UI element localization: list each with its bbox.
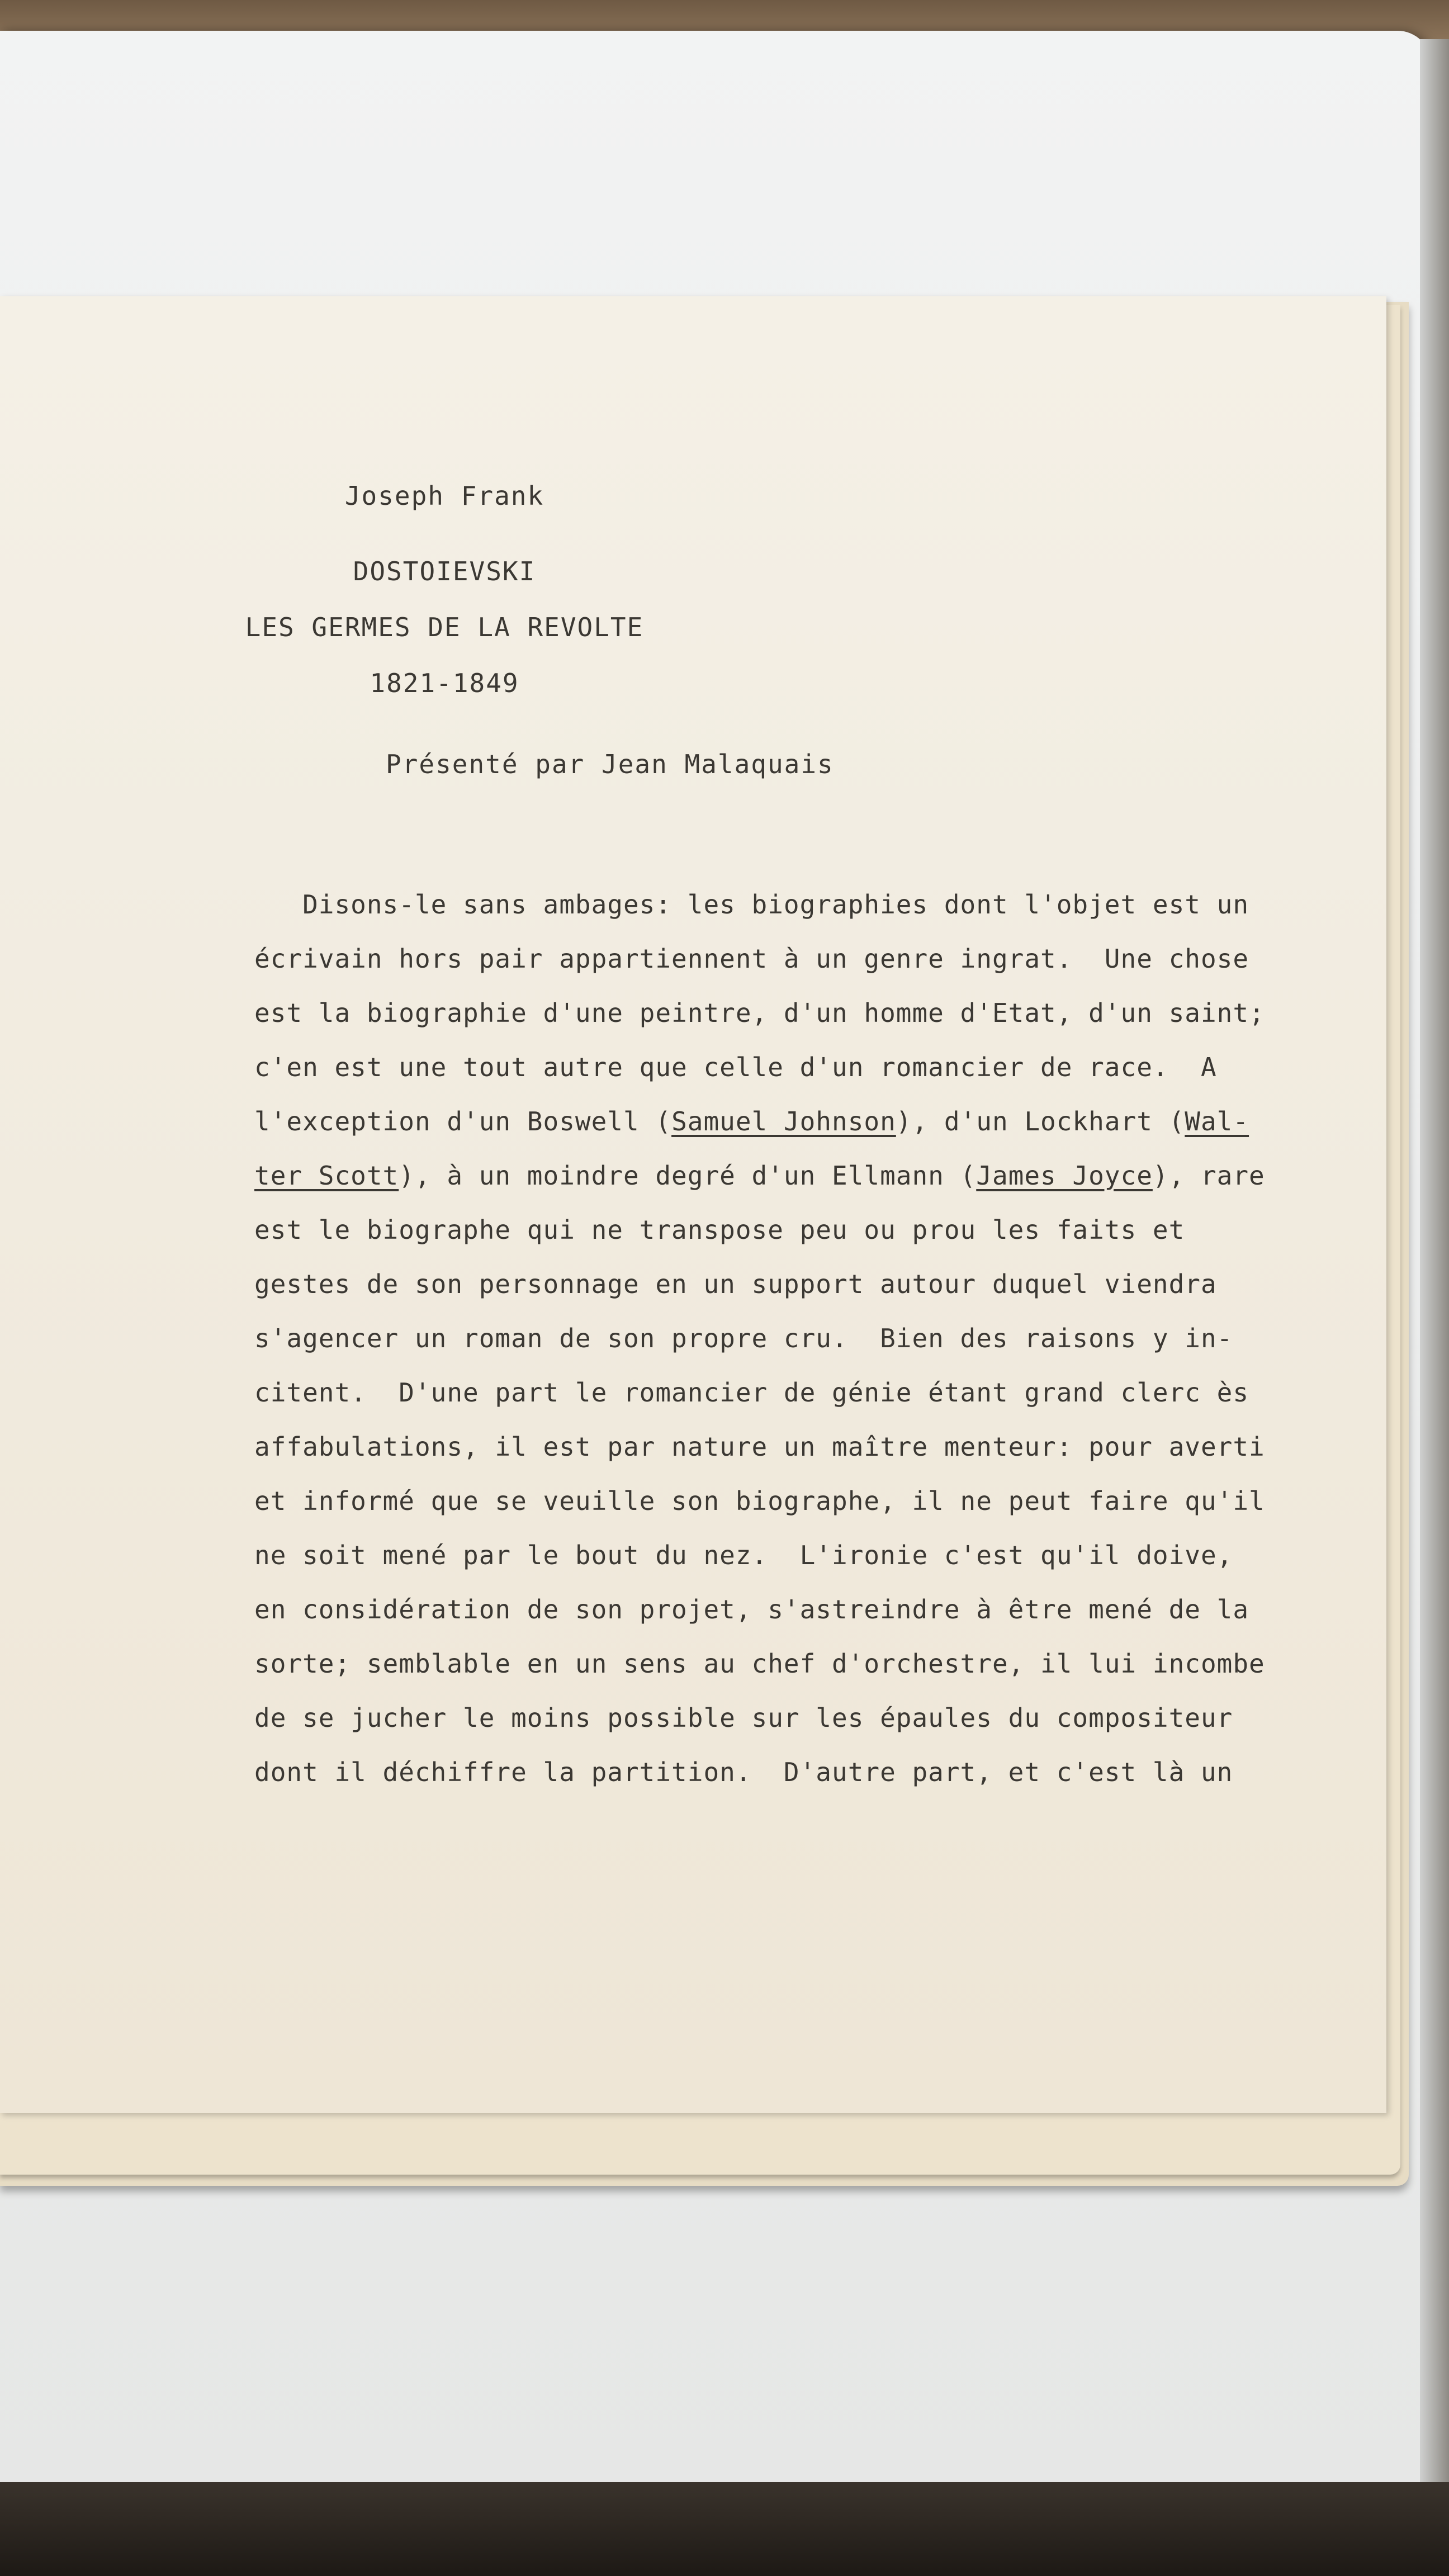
text-line [254, 1149, 1317, 1203]
text-run: c'en est une tout autre que celle d'un romancier de race. A [254, 1052, 1217, 1082]
text-line [254, 1420, 1317, 1474]
text-run: en considération de son projet, s'astreindre à être mené de la [254, 1594, 1249, 1625]
text-run: ), d'un Lockhart ( [896, 1106, 1185, 1137]
text-run: affabulations, il est par nature un maître menteur: pour averti [254, 1432, 1265, 1462]
text-line [254, 1095, 1317, 1149]
text-run: l'exception d'un Boswell ( [254, 1106, 672, 1137]
book-years: 1821-1849 [370, 668, 519, 698]
text-run: dont il déchiffre la partition. D'autre part, et c'est là un [254, 1757, 1233, 1787]
text-run: est la biographie d'une peintre, d'un homme d'Etat, d'un saint; [254, 998, 1265, 1028]
book-title: DOSTOIEVSKI [353, 556, 536, 586]
text-run: s'agencer un roman de son propre cru. Bien des raisons y in- [254, 1323, 1233, 1353]
text-run: Disons-le sans ambages: les biographies dont l'objet est un [254, 889, 1249, 920]
underlined-title: James Joyce [976, 1161, 1153, 1191]
text-run: sorte; semblable en un sens au chef d'orchestre, il lui incombe [254, 1649, 1265, 1679]
text-line [254, 1203, 1317, 1257]
book-subtitle: LES GERMES DE LA REVOLTE [245, 612, 644, 642]
text-line [254, 932, 1317, 986]
text-line [254, 878, 1317, 932]
underlined-title: ter Scott [254, 1161, 399, 1191]
text-line [254, 1257, 1317, 1311]
text-line [254, 1691, 1317, 1745]
text-line [254, 1583, 1317, 1637]
text-line [254, 986, 1317, 1040]
text-run: gestes de son personnage en un support autour duquel viendra [254, 1269, 1217, 1299]
text-line [254, 1040, 1317, 1095]
text-run: ne soit mené par le bout du nez. L'ironie c'est qu'il doive, [254, 1540, 1233, 1570]
body-paragraph [254, 878, 1317, 1800]
presenter-line: Présenté par Jean Malaquais [386, 749, 834, 779]
text-run: citent. D'une part le romancier de génie étant grand clerc ès [254, 1377, 1249, 1408]
text-run: ), rare [1152, 1161, 1265, 1191]
text-run: ), à un moindre degré d'un Ellmann ( [399, 1161, 977, 1191]
text-line [254, 1366, 1317, 1420]
text-run: de se jucher le moins possible sur les épaules du compositeur [254, 1703, 1233, 1733]
author-name: Joseph Frank [344, 481, 544, 511]
text-run: écrivain hors pair appartiennent à un genre ingrat. Une chose [254, 944, 1249, 974]
text-line [254, 1745, 1317, 1800]
typewritten-page [0, 296, 1386, 2113]
underlined-title: Samuel Johnson [671, 1106, 896, 1137]
text-line [254, 1311, 1317, 1366]
text-run: et informé que se veuille son biographe, il ne peut faire qu'il [254, 1486, 1265, 1516]
text-line [254, 1474, 1317, 1528]
table-surface-right [1420, 39, 1449, 2488]
table-surface-bottom [0, 2482, 1449, 2576]
text-run: est le biographe qui ne transpose peu ou prou les faits et [254, 1215, 1185, 1245]
text-line [254, 1637, 1317, 1691]
underlined-title: Wal- [1185, 1106, 1249, 1137]
text-line [254, 1528, 1317, 1583]
